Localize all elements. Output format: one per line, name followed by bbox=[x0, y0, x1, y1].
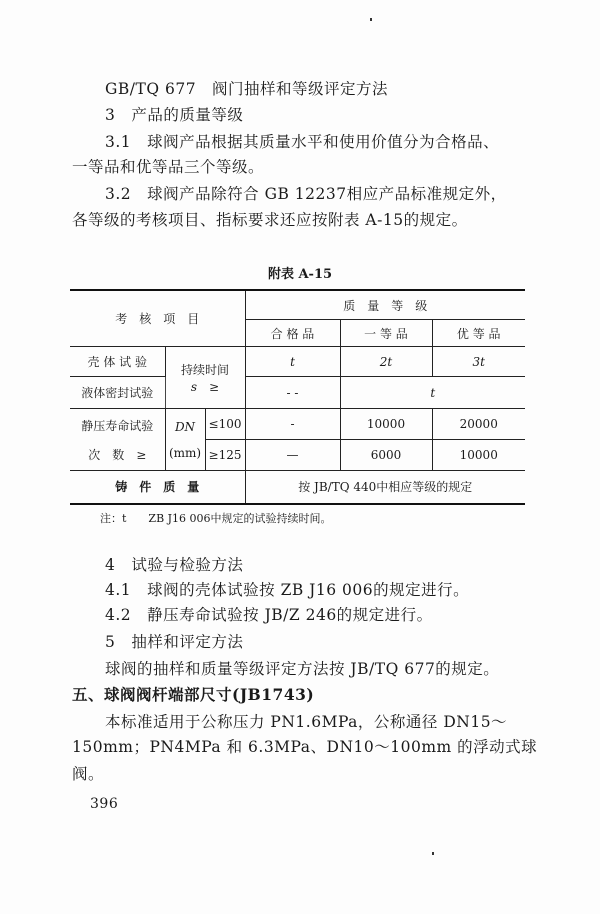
text-line: 阀。 bbox=[72, 765, 105, 783]
text-line: 各等级的考核项目、指标要求还应按附表 A-15的规定。 bbox=[72, 211, 468, 229]
row-label: 液体密封试验 bbox=[70, 377, 165, 409]
dn-label bbox=[165, 409, 205, 471]
text-line: 3.2 球阀产品除符合 GB 12237相应产品标准规定外， bbox=[105, 185, 507, 203]
page-number: 396 bbox=[90, 796, 119, 812]
text-line: 150mm；PN4MPa 和 6.3MPa、DN10～100mm 的浮动式球 bbox=[72, 738, 538, 756]
chapter-heading: 五、球阀阀杆端部尺寸(JB1743) bbox=[72, 685, 315, 704]
row-label: 铸 件 质 量 bbox=[70, 471, 245, 504]
cell: 按 JB/TQ 440中相应等级的规定 bbox=[245, 471, 525, 504]
cell: - bbox=[245, 409, 340, 440]
table-note: 注：t ZB J16 006中规定的试验持续时间。 bbox=[100, 512, 332, 525]
grade-table bbox=[70, 289, 525, 505]
text-line: 球阀的抽样和质量等级评定方法按 JB/TQ 677的规定。 bbox=[105, 660, 500, 678]
section-heading: 5 抽样和评定方法 bbox=[105, 633, 244, 651]
cell: 10000 bbox=[340, 409, 432, 440]
dn-label-2: (mm) bbox=[168, 445, 202, 460]
row-label bbox=[70, 409, 165, 471]
text-line: 4.2 静压寿命试验按 JB/Z 246的规定进行。 bbox=[105, 606, 433, 624]
section-heading: 4 试验与检验方法 bbox=[105, 556, 244, 574]
header-grade: 质 量 等 级 bbox=[245, 290, 525, 320]
duration-label-2: s ≥ bbox=[190, 379, 220, 394]
row-label-1: 静压寿命试验 bbox=[81, 418, 154, 433]
row-label: 壳 体 试 验 bbox=[70, 347, 165, 377]
header-grade-3: 优 等 品 bbox=[432, 320, 525, 347]
header-item: 考 核 项 目 bbox=[70, 290, 245, 347]
text-line: 4.1 球阀的壳体试验按 ZB J16 006的规定进行。 bbox=[105, 581, 470, 599]
table-title: 附表 A-15 bbox=[267, 267, 333, 282]
text-line: 一等品和优等品三个等级。 bbox=[72, 158, 265, 176]
header-grade-2: 一 等 品 bbox=[340, 320, 432, 347]
duration-label-1: 持续时间 bbox=[180, 362, 229, 377]
cell: 2t bbox=[340, 347, 432, 377]
text-line: 3.1 球阀产品根据其质量水平和使用价值分为合格品、 bbox=[105, 133, 500, 151]
cell: — bbox=[245, 440, 340, 471]
section-heading: 3 产品的质量等级 bbox=[105, 106, 244, 124]
dn-range: ≤100 bbox=[205, 409, 245, 440]
cell: t bbox=[245, 347, 340, 377]
scan-speck bbox=[432, 852, 434, 855]
dn-range: ≥125 bbox=[205, 440, 245, 471]
cell: t bbox=[340, 377, 525, 409]
row-label-2: 次 数 ≥ bbox=[88, 447, 147, 462]
duration-label bbox=[165, 347, 245, 409]
cell: 6000 bbox=[340, 440, 432, 471]
text-line: GB/TQ 677 阀门抽样和等级评定方法 bbox=[105, 80, 389, 98]
cell: 20000 bbox=[432, 409, 525, 440]
scan-speck bbox=[370, 18, 372, 21]
cell: 3t bbox=[432, 347, 525, 377]
cell: - - bbox=[245, 377, 340, 409]
text-line: 本标准适用于公称压力 PN1.6MPa，公称通径 DN15～ bbox=[105, 713, 508, 731]
dn-label-1: DN bbox=[174, 419, 196, 434]
header-grade-1: 合 格 品 bbox=[245, 320, 340, 347]
cell: 10000 bbox=[432, 440, 525, 471]
